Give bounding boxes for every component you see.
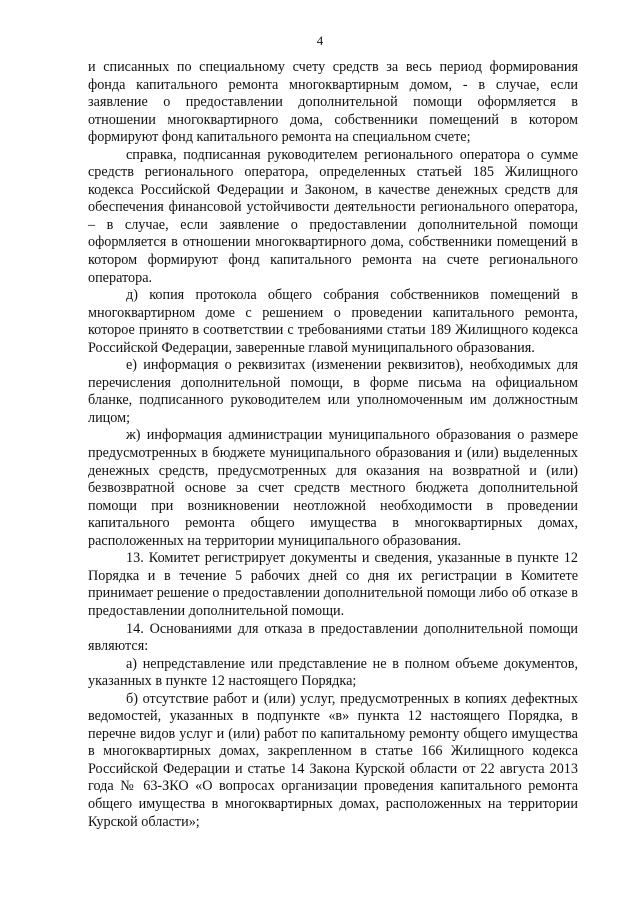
paragraph-item-a: а) непредставление или представление не в полном объеме документов, указанных в пункте 12 настоящего Порядка;	[88, 655, 578, 690]
paragraph-item-d: д) копия протокола общего собрания собственников помещений в многоквартирном доме с решением о проведении капитального ремонта, которое принято в соответствии с требованиями статьи 189 Жилищного кодекса Российской Федерации, заверенные главой муниципального образования.	[88, 287, 578, 356]
document-body	[88, 59, 578, 831]
paragraph-certificate: справка, подписанная руководителем регионального оператора о сумме средств регионального оператора, определенных статьей 185 Жилищного кодекса Российской Федерации и Законом, в качестве денежных средств для обеспечения финансовой устойчивости деятельности регионального оператора, – в случае, если заявление о предоставлении дополнительной помощи оформляется в отношении многоквартирного дома, собственники помещений в котором формируют фонд капитального ремонта на счете регионального оператора.	[88, 146, 578, 286]
paragraph-13: 13. Комитет регистрирует документы и сведения, указанные в пункте 12 Порядка и в течение 5 рабочих дней со дня их регистрации в Комитете принимает решение о предоставлении дополнительной помощи либо об отказе в предоставлении дополнительной помощи.	[88, 550, 578, 619]
paragraph-continuation: и списанных по специальному счету средств за весь период формирования фонда капитального ремонта многоквартирным домом, - в случае, если заявление о предоставлении дополнительной помощи оформляется в отношении многоквартирного дома, собственники помещений в котором формируют фонд капитального ремонта на специальном счете;	[88, 59, 578, 146]
paragraph-item-e: е) информация о реквизитах (изменении реквизитов), необходимых для перечисления дополнительной помощи, в форме письма на официальном бланке, подписанного руководителем или уполномоченным им должностным лицом;	[88, 357, 578, 426]
page-number: 4	[316, 33, 324, 48]
paragraph-14: 14. Основаниями для отказа в предоставлении дополнительной помощи являются:	[88, 620, 578, 655]
paragraph-item-zh: ж) информация администрации муниципального образования о размере предусмотренных в бюджете муниципального образования и (или) выделенных денежных средств, предусмотренных для оказания на возвратной и (или) безвозвратной основе за счет средств местного бюджета дополнительной помощи при возникновении неотложной необходимости в проведении капитального ремонта общего имущества в многоквартирных домах, расположенных на территории муниципального образования.	[88, 427, 578, 549]
paragraph-item-b: б) отсутствие работ и (или) услуг, предусмотренных в копиях дефектных ведомостей, указанных в подпункте «в» пункта 12 настоящего Порядка, в перечне видов услуг и (или) работ по капитальному ремонту общего имущества в многоквартирных домах, закрепленном в статье 166 Жилищного кодекса Российской Федерации и статье 14 Закона Курской области от 22 августа 2013 года № 63-ЗКО «О вопросах организации проведения капитального ремонта общего имущества в многоквартирных домах, расположенных на территории Курской области»;	[88, 690, 578, 830]
